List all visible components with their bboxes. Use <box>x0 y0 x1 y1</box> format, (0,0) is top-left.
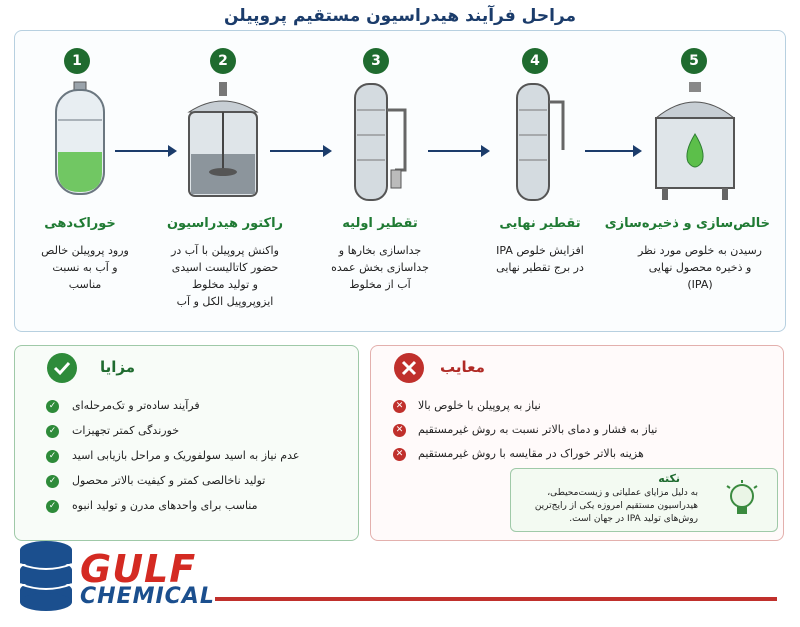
step-1-title: خوراک‌دهی <box>44 216 116 231</box>
x-icon: ✕ <box>393 448 406 461</box>
primary-column-icon <box>345 80 415 205</box>
step-4-title: تقطیر نهایی <box>499 216 581 231</box>
check-icon: ✓ <box>46 475 59 488</box>
pros-item-3: عدم نیاز به اسید سولفوریک و مراحل بازیابی اسید <box>72 449 300 462</box>
cons-item-2: نیاز به فشار و دمای بالاتر نسبت به روش غیرمستقیم <box>418 423 658 436</box>
arrow-4-5 <box>585 150 640 152</box>
step-2-title: راکتور هیدراسیون <box>166 216 284 231</box>
logo-chemical-text: CHEMICAL <box>80 584 215 609</box>
note-title: نکته <box>658 472 680 485</box>
cons-item-3: هزینه بالاتر خوراک در مقایسه با روش غیرمستقیم <box>418 447 644 460</box>
note-text: به دلیل مزایای عملیاتی و زیست‌محیطی، هیدراسیون مستقیم امروزه یکی از رایج‌ترین روش‌های تولید IPA در جهان است. <box>534 488 698 524</box>
database-logo-icon <box>18 540 74 612</box>
feed-vessel-icon <box>50 82 110 202</box>
arrow-3-4 <box>428 150 488 152</box>
pros-item-5: مناسب برای واحدهای مدرن و تولید انبوه <box>72 499 258 512</box>
cons-title: معایب <box>440 358 485 376</box>
x-icon: ✕ <box>393 424 406 437</box>
step-4-description: افزایش خلوص IPA در برج تقطیر نهایی <box>496 244 584 274</box>
cons-item-1: نیاز به پروپیلن با خلوص بالا <box>418 399 541 412</box>
check-icon: ✓ <box>46 400 59 413</box>
check-icon: ✓ <box>46 450 59 463</box>
step-5-number: 5 <box>681 48 707 74</box>
check-icon: ✓ <box>46 500 59 513</box>
x-circle-icon <box>393 352 425 384</box>
step-3-number: 3 <box>363 48 389 74</box>
arrow-1-2 <box>115 150 175 152</box>
page-title: مراحل فرآیند هیدراسیون مستقیم پروپیلن <box>150 6 650 30</box>
step-2-description: واکنش پروپیلن با آب در حضور کاتالیست اسیدی و تولید مخلوط ایزوپروپیل الکل و آب <box>171 244 279 308</box>
step-1-description: ورود پروپیلن خالص و آب به نسبت مناسب <box>41 244 129 291</box>
final-column-icon <box>505 80 575 205</box>
step-5-title: خالص‌سازی و ذخیره‌سازی <box>604 216 770 231</box>
pros-item-1: فرآیند ساده‌تر و تک‌مرحله‌ای <box>72 399 200 412</box>
pros-item-2: خورندگی کمتر تجهیزات <box>72 424 180 437</box>
pros-title: مزایا <box>100 358 136 376</box>
arrow-2-3 <box>270 150 330 152</box>
x-icon: ✕ <box>393 400 406 413</box>
step-3-title: تقطیر اولیه <box>342 216 418 231</box>
lightbulb-icon <box>725 480 759 522</box>
logo-gulf-text: GULF <box>80 547 197 591</box>
check-icon: ✓ <box>46 425 59 438</box>
storage-tank-icon <box>650 82 740 202</box>
step-2-number: 2 <box>210 48 236 74</box>
check-circle-icon <box>46 352 78 384</box>
pros-item-4: تولید ناخالصی کمتر و کیفیت بالاتر محصول <box>72 474 266 487</box>
step-1-number: 1 <box>64 48 90 74</box>
reactor-icon <box>185 82 261 202</box>
step-3-description: جداسازی بخارها و جداسازی بخش عمده آب از مخلوط <box>331 244 429 291</box>
logo-underline <box>215 597 777 601</box>
step-4-number: 4 <box>522 48 548 74</box>
step-5-description: رسیدن به خلوص مورد نظر و ذخیره محصول نهایی (IPA) <box>637 244 762 291</box>
